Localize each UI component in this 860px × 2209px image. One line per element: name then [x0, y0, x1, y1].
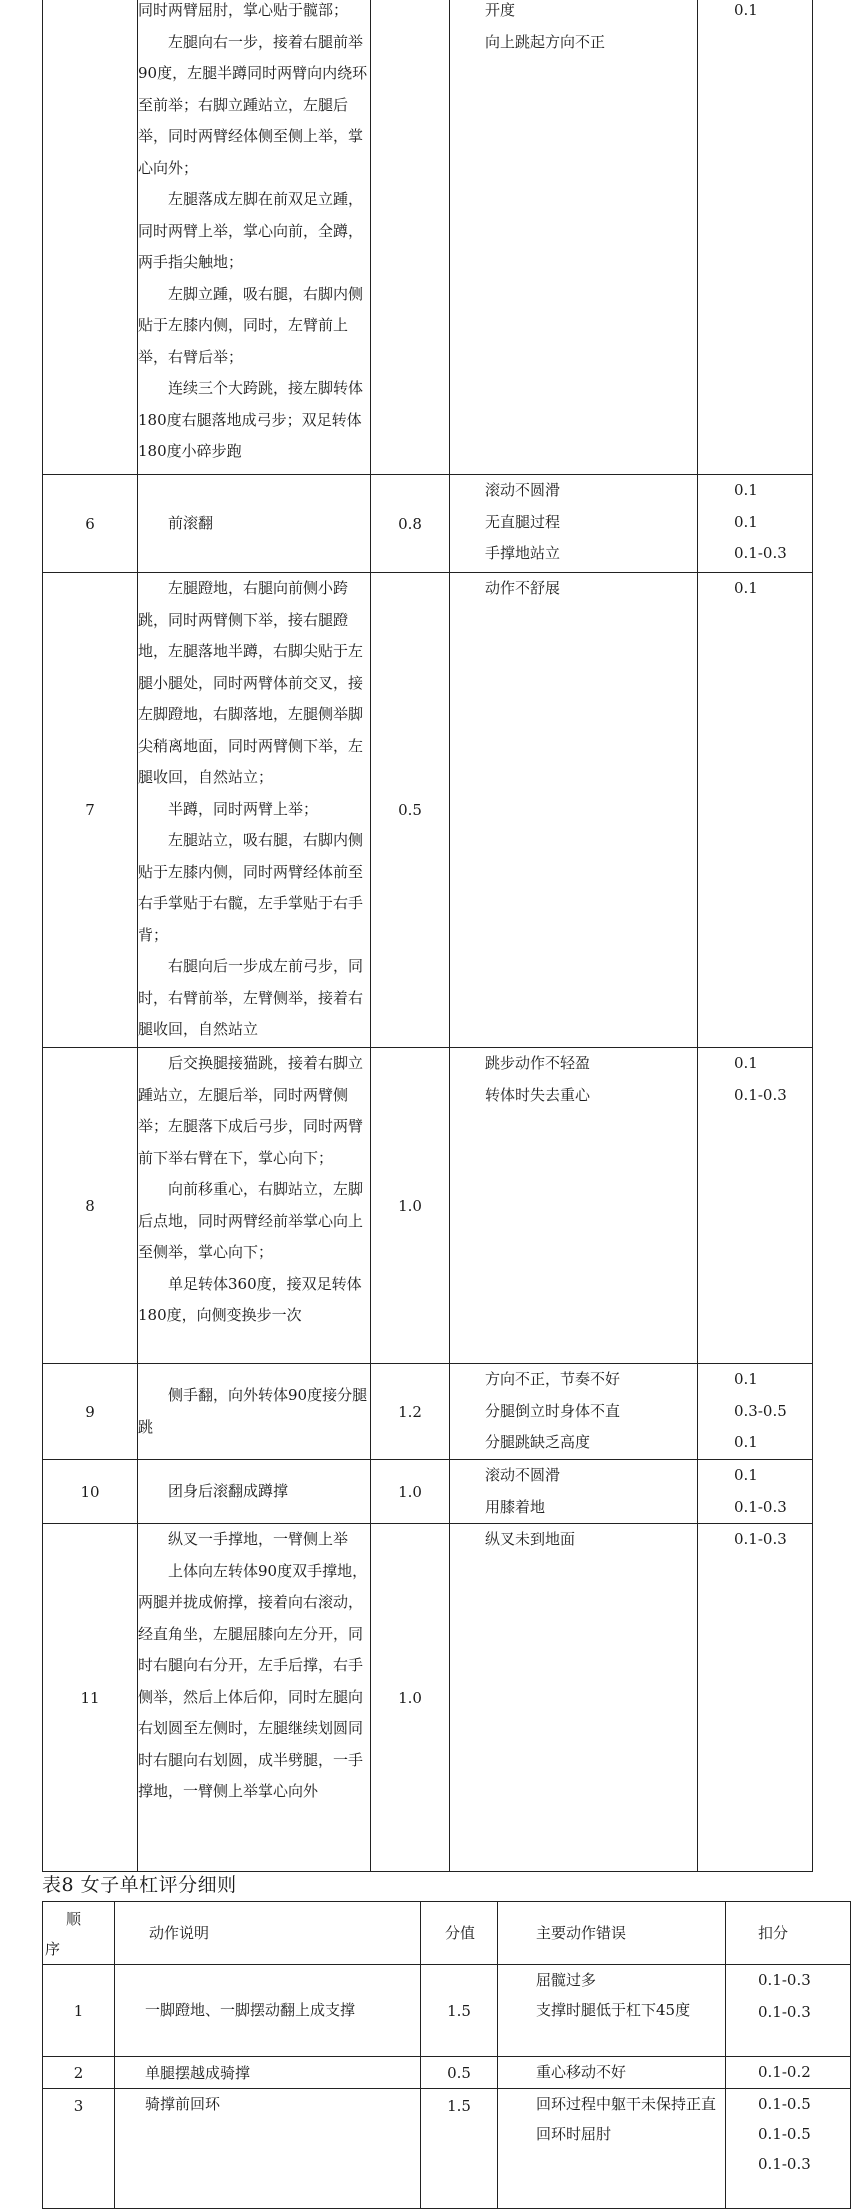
score-value [371, 0, 450, 475]
score-value: 0.5 [421, 2057, 498, 2089]
table-header-row [43, 1902, 851, 1965]
row-number: 3 [43, 2089, 115, 2209]
scoring-table-continued [42, 0, 813, 1872]
row-number: 11 [43, 1524, 138, 1872]
header-errors: 主要动作错误 [498, 1902, 726, 1965]
main-errors: 方向不正，节奏不好 分腿倒立时身体不直 分腿跳缺乏高度 [450, 1364, 698, 1460]
header-order: 顺序 [43, 1902, 115, 1965]
main-errors: 回环过程中躯干未保持正直 回环时屈肘 [498, 2089, 726, 2209]
action-description: 侧手翻，向外转体90度接分腿跳 [138, 1364, 371, 1460]
table-row [43, 1364, 813, 1460]
action-description: 后交换腿接猫跳，接着右脚立踵站立，左腿后举，同时两臂侧举；左腿落下成后弓步，同时两臂前下举右臂在下，掌心向下； 向前移重心，右脚站立，左脚后点地，同时两臂经前举掌心向上至侧举，掌心向下； 单足转体360度，接双足转体180度，向侧变换步一次 [138, 1048, 371, 1364]
score-value: 1.0 [371, 1048, 450, 1364]
score-value: 0.5 [371, 573, 450, 1048]
table-row [43, 1048, 813, 1364]
action-description: 单腿摆越成骑撑 [115, 2057, 421, 2089]
action-description: 纵叉一手撑地，一臂侧上举 上体向左转体90度双手撑地，两腿并拢成俯撑，接着向右滚动，经直角坐，左腿屈膝向左分开，同时右腿向右分开，左手后撑，右手侧举，然后上体后仰，同时左腿向右划圆至左侧时，左腿继续划圆同时右腿向右划圆，成半劈腿，一手撑地，一臂侧上举掌心向外 [138, 1524, 371, 1872]
action-description: 骑撑前回环 [115, 2089, 421, 2209]
table-row [43, 1524, 813, 1872]
deductions: 0.1 0.1 0.1-0.3 [698, 475, 813, 573]
deductions: 0.1 0.3-0.5 0.1 [698, 1364, 813, 1460]
header-description: 动作说明 [115, 1902, 421, 1965]
deductions: 0.1 [698, 573, 813, 1048]
main-errors: 跳步动作不轻盈 转体时失去重心 [450, 1048, 698, 1364]
score-value: 0.8 [371, 475, 450, 573]
table-row [43, 0, 813, 475]
score-value: 1.5 [421, 1965, 498, 2057]
deductions: 0.1 0.1-0.3 [698, 1048, 813, 1364]
main-errors: 动作不舒展 [450, 573, 698, 1048]
action-description: 同时两臂屈肘，掌心贴于髋部； 左腿向右一步，接着右腿前举90度，左腿半蹲同时两臂向内绕环至前举；右脚立踵站立，左腿后举，同时两臂经体侧至侧上举，掌心向外； 左腿落成左脚在前双足立踵，同时两臂上举，掌心向前，全蹲，两手指尖触地； 左脚立踵，吸右腿，右脚内侧贴于左膝内侧，同时，左臂前上举，右臂后举； 连续三个大跨跳，接左脚转体180度右腿落地成弓步；双足转体180度小碎步跑 [138, 0, 371, 475]
row-number: 1 [43, 1965, 115, 2057]
score-value: 1.5 [421, 2089, 498, 2209]
row-number: 2 [43, 2057, 115, 2089]
deductions: 0.1-0.3 0.1-0.3 [726, 1965, 851, 2057]
main-errors: 纵叉未到地面 [450, 1524, 698, 1872]
deductions: 0.1-0.5 0.1-0.5 0.1-0.3 [726, 2089, 851, 2209]
row-number: 8 [43, 1048, 138, 1364]
score-value: 1.2 [371, 1364, 450, 1460]
deductions: 0.1 0.1-0.3 [698, 1460, 813, 1524]
row-number: 9 [43, 1364, 138, 1460]
table-row [43, 2089, 851, 2209]
table-caption: 表8 女子单杠评分细则 [42, 1874, 237, 1896]
bar-scoring-table [42, 1901, 851, 2209]
table-row [43, 1460, 813, 1524]
main-errors: 开度 向上跳起方向不正 [450, 0, 698, 475]
deductions: 0.1-0.2 [726, 2057, 851, 2089]
table-row [43, 1965, 851, 2057]
row-number [43, 0, 138, 475]
row-number: 6 [43, 475, 138, 573]
deductions: 0.1 [698, 0, 813, 475]
action-description: 团身后滚翻成蹲撑 [138, 1460, 371, 1524]
main-errors: 滚动不圆滑 无直腿过程 手撑地站立 [450, 475, 698, 573]
action-description: 前滚翻 [138, 475, 371, 573]
main-errors: 滚动不圆滑 用膝着地 [450, 1460, 698, 1524]
action-description: 一脚蹬地、一脚摆动翻上成支撑 [115, 1965, 421, 2057]
deductions: 0.1-0.3 [698, 1524, 813, 1872]
row-number: 10 [43, 1460, 138, 1524]
score-value: 1.0 [371, 1460, 450, 1524]
main-errors: 重心移动不好 [498, 2057, 726, 2089]
table-row [43, 573, 813, 1048]
header-deductions: 扣分 [726, 1902, 851, 1965]
header-score: 分值 [421, 1902, 498, 1965]
main-errors: 屈髋过多 支撑时腿低于杠下45度 [498, 1965, 726, 2057]
table-row [43, 2057, 851, 2089]
row-number: 7 [43, 573, 138, 1048]
score-value: 1.0 [371, 1524, 450, 1872]
table-row [43, 475, 813, 573]
action-description: 左腿蹬地，右腿向前侧小跨跳，同时两臂侧下举，接右腿蹬地，左腿落地半蹲，右脚尖贴于左腿小腿处，同时两臂体前交叉，接左脚蹬地，右脚落地，左腿侧举脚尖稍离地面，同时两臂侧下举，左腿收回，自然站立； 半蹲，同时两臂上举； 左腿站立，吸右腿，右脚内侧贴于左膝内侧，同时两臂经体前至右手掌贴于右髋，左手掌贴于右手背； 右腿向后一步成左前弓步，同时，右臂前举，左臂侧举，接着右腿收回，自然站立 [138, 573, 371, 1048]
